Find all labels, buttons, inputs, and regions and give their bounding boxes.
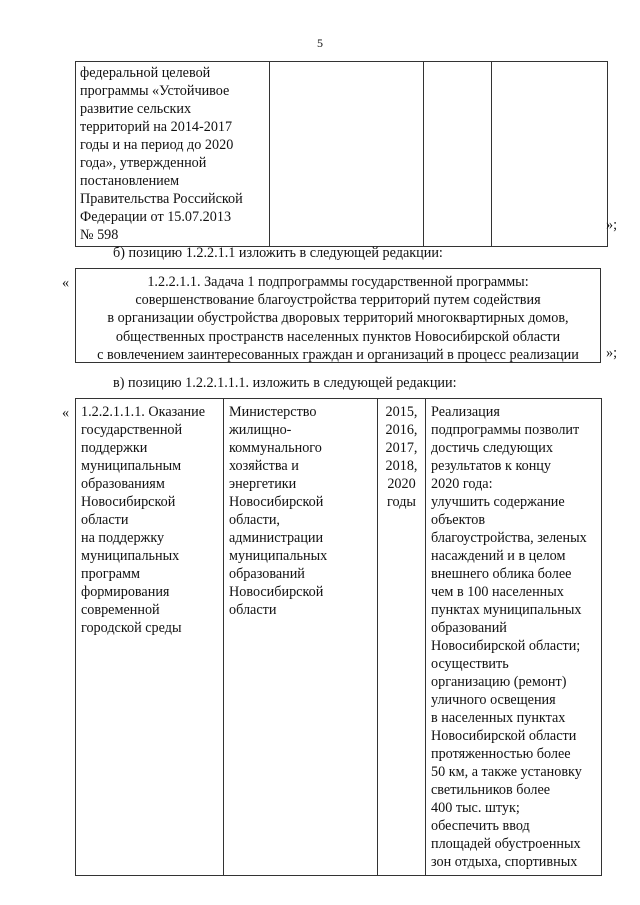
table-top — [75, 61, 608, 247]
expected-results: Реализация подпрограммы позволит достичь следующих результатов к концу 2020 года: улучшить содержание объектов благоустройства, зеленых насаждений и в целом внешнего облика более чем в 100 населенных пунктах муниципальных образований Новосибирской области; осуществить организацию (ремонт) уличного освещения в населенных пунктах Новосибирской области протяженностью более 50 км, а также установку светильников более 400 тыс. штук; обеспечить ввод площадей обустроенных зон отдыха, спортивных — [431, 404, 587, 870]
cell-text — [424, 62, 491, 66]
table-row — [76, 62, 608, 247]
table-row — [76, 399, 602, 876]
closing-quote: »; — [606, 217, 618, 233]
responsible-executor: Министерство жилищно- коммунального хозяйства и энергетики Новосибирской области, администрации муниципальных образований Новосибирской области — [229, 404, 328, 618]
page-number: 5 — [317, 36, 323, 50]
instruction-b: б) позицию 1.2.2.1.1 изложить в следующей редакции: — [113, 245, 443, 261]
open-quote: « — [62, 405, 70, 421]
cell-text — [270, 62, 423, 66]
table-cell — [270, 62, 424, 247]
table-cell — [426, 399, 602, 876]
cell-text — [492, 62, 607, 66]
closing-quote: »; — [606, 345, 618, 361]
table-cell — [224, 399, 378, 876]
measure-name: 1.2.2.1.1.1. Оказание государственной поддержки муниципальным образованиям Новосибирской области на поддержку муниципальных программ формирования современной городской среды — [81, 404, 205, 636]
instruction-v: в) позицию 1.2.2.1.1.1. изложить в следующей редакции: — [113, 375, 457, 391]
table-bottom — [75, 398, 602, 876]
years: 2015, 2016, 2017, 2018, 2020 годы — [385, 404, 418, 510]
table-cell — [424, 62, 492, 247]
table-cell — [76, 399, 224, 876]
open-quote: « — [62, 275, 70, 291]
table-cell — [492, 62, 608, 247]
table-cell — [378, 399, 426, 876]
cell-text: федеральной целевой программы «Устойчивое развитие сельских территорий на 2014-2017 годы и на период до 2020 года», утвержденной постановлением Правительства Российской Федерации от 15.07.2013 № 598 — [80, 65, 243, 243]
task-box: 1.2.2.1.1. Задача 1 подпрограммы государственной программы: совершенствование благоустройства территорий путем содействия в организации обустройства дворовых территорий многоквартирных домов, общественных пространств населенных пунктов Новосибирской области с вовлечением заинтересованных граждан и организаций в процесс реализации — [75, 268, 601, 363]
table-cell — [76, 62, 270, 247]
